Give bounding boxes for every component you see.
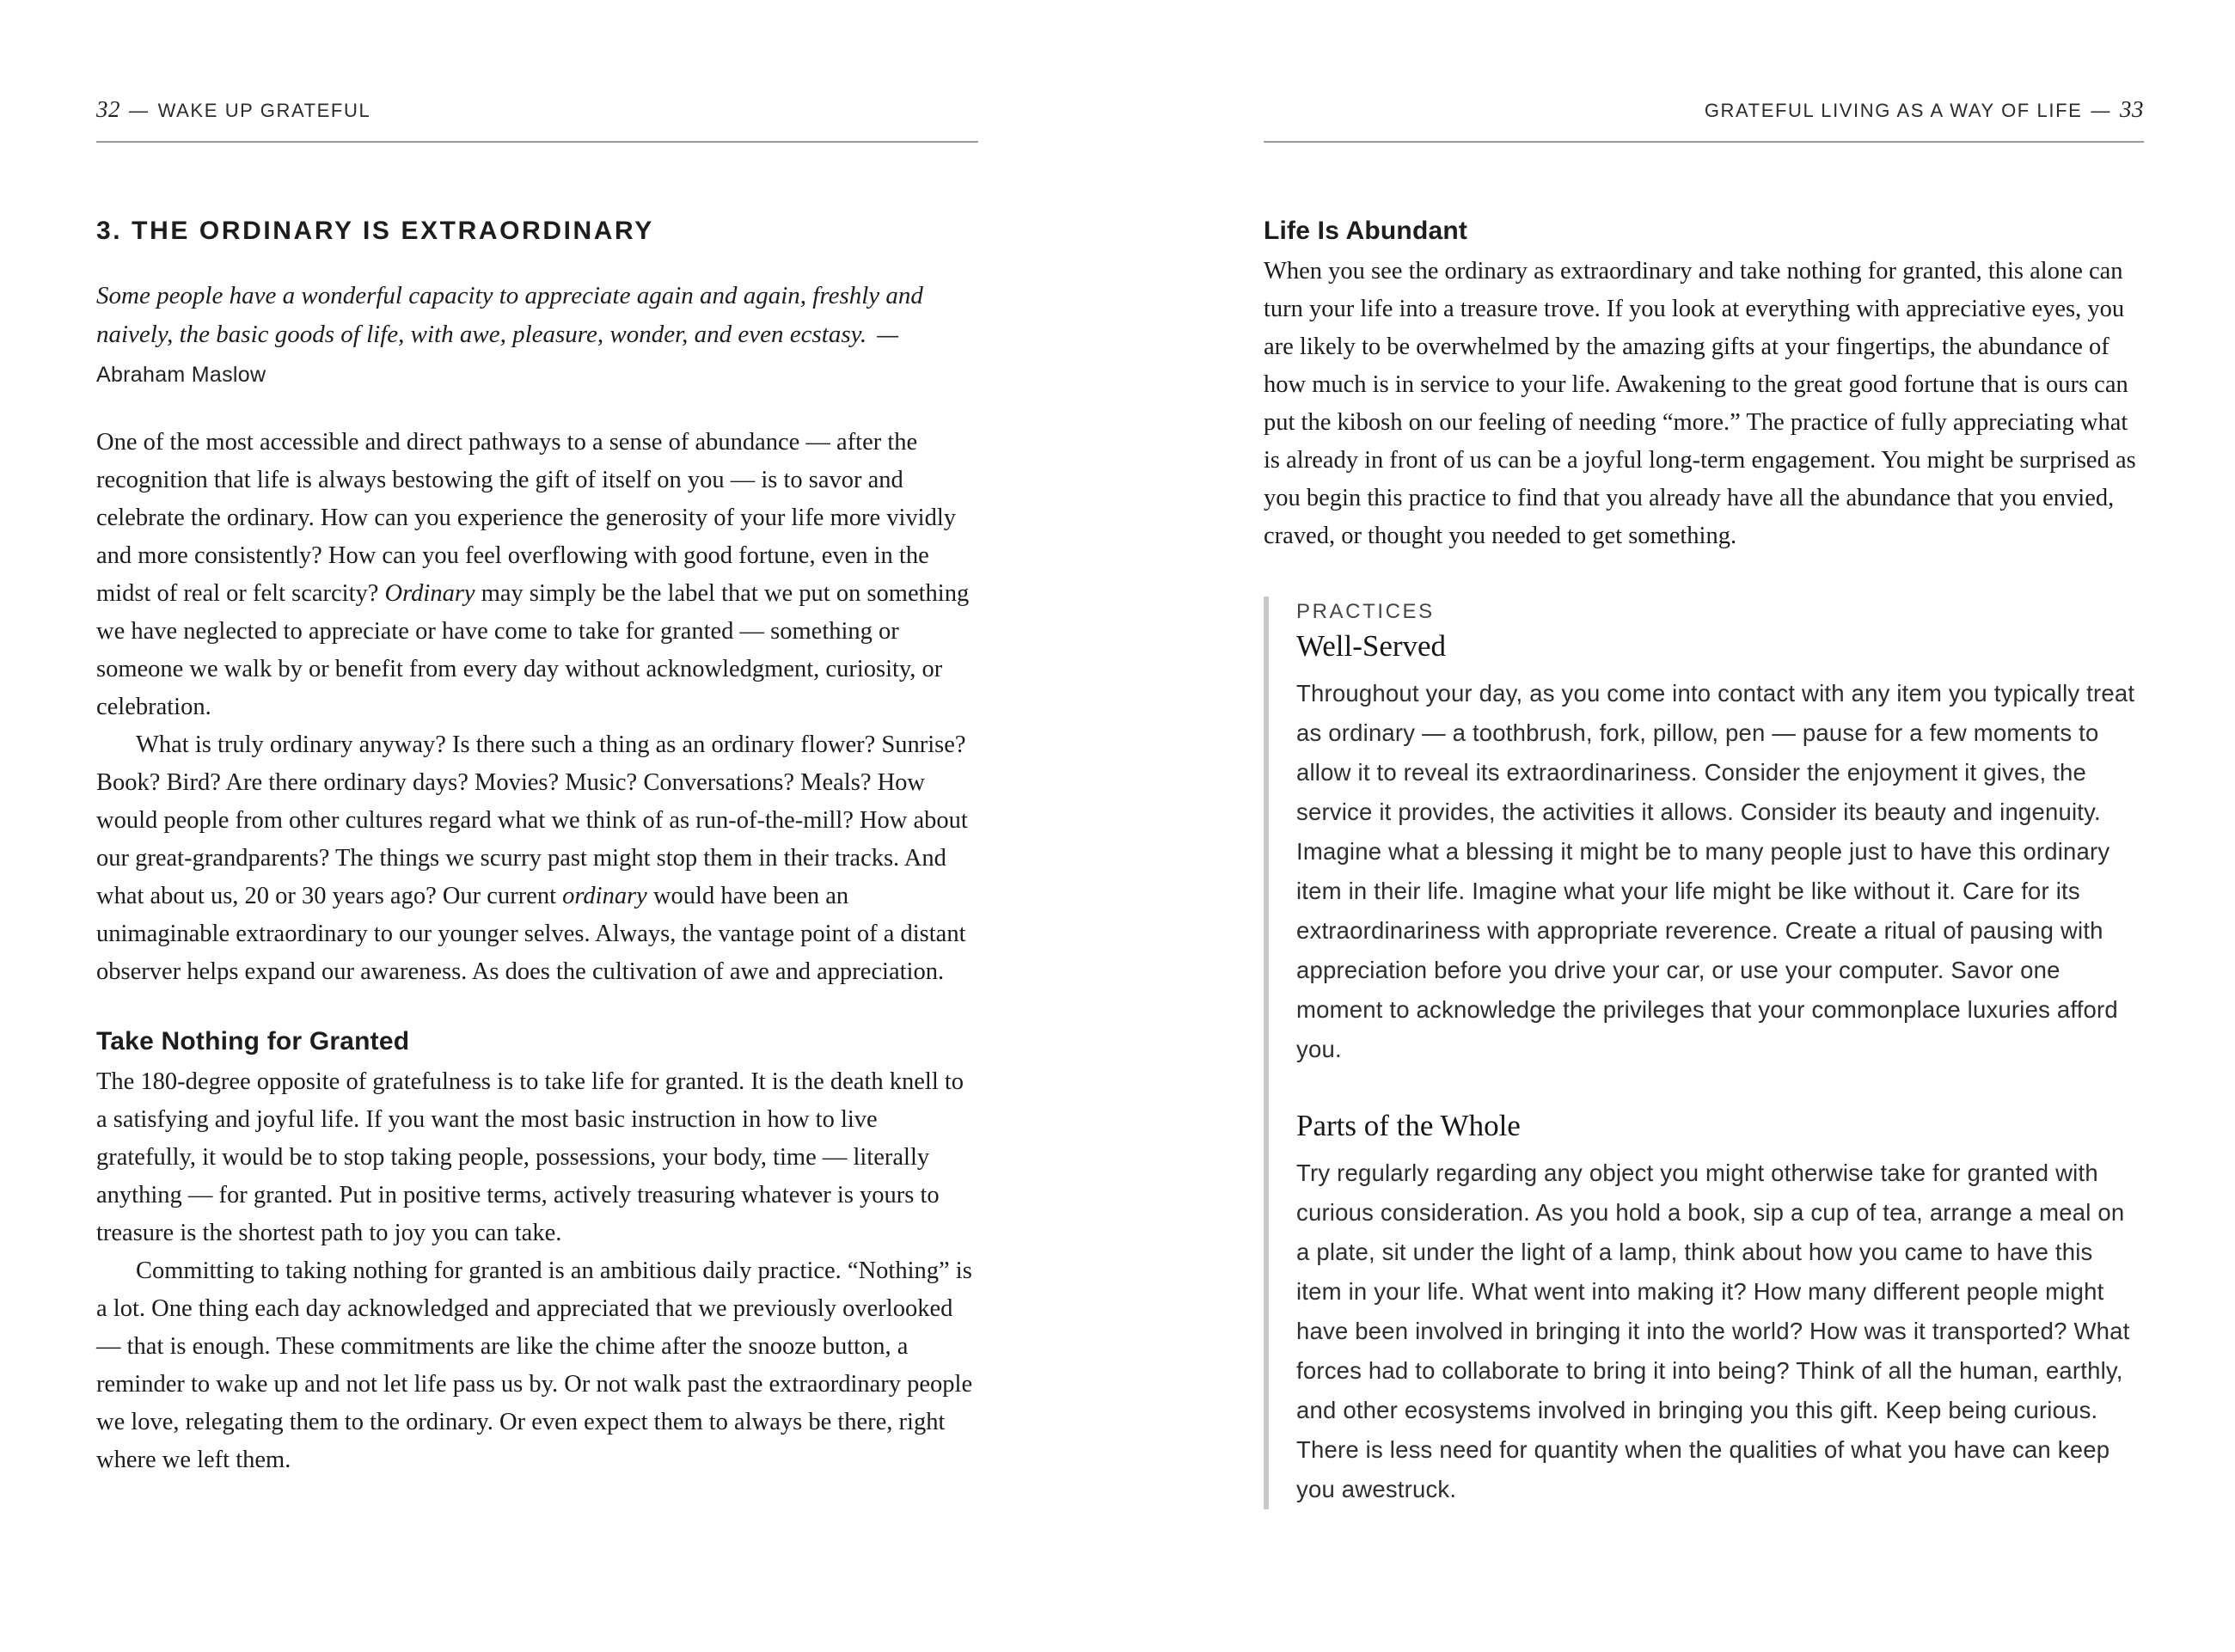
- epigraph-attribution: — Abraham Maslow: [96, 323, 899, 387]
- page-right: [1264, 0, 2144, 1509]
- practice-title-well-served: Well-Served: [1296, 629, 1447, 663]
- body-paragraph: Committing to taking nothing for granted is an ambitious daily practice. “Nothing” is a lot. One thing each day acknowledged and appreciated that we previously overlooked — that is enough. These commitments are like the chime after the snooze button, a reminder to wake up and not let life pass us by. Or not walk past the extraordinary people we love, relegating them to the ordinary. Or even expect them to always be there, right where we left them.: [96, 1257, 973, 1473]
- practice-title-parts-of-the-whole: Parts of the Whole: [1296, 1109, 1521, 1142]
- header-rule-left: [96, 141, 978, 143]
- practices-block: [1264, 597, 2144, 1509]
- page-number-left: 32: [96, 96, 120, 122]
- practice-body: Throughout your day, as you come into contact with any item you typically treat as ordinary — a toothbrush, fork, pillow, pen — pause for a few moments to allow it to reveal its extraordinariness. Consider the enjoyment it gives, the service it provides, the activities it allows. Consider its beauty and ingenuity. Imagine what a blessing it might be to many people just to have this ordinary item in their life. Imagine what your life might be like without it. Care for its extraordinariness with appropriate reverence. Create a ritual of pausing with appreciation before you drive your car, or use your computer. Savor one moment to acknowledge the privileges that your commonplace luxuries afford you.: [1296, 680, 2135, 1062]
- section-heading-life-is-abundant: Life Is Abundant: [1264, 217, 1468, 245]
- body-paragraph: When you see the ordinary as extraordinary and take nothing for granted, this alone can turn your life into a treasure trove. If you look at everything with appreciative eyes, you are likely to be overwhelmed by the amazing gifts at your fingertips, the abundance of how much is in service to your life. Awakening to the great good fortune that is ours can put the kibosh on our feeling of needing “more.” The practice of fully appreciating what is already in front of us can be a joyful long-term engagement. You might be surprised as you begin this practice to find that you already have all the abundance that you envied, craved, or thought you needed to get something.: [1264, 258, 2136, 549]
- running-head-right: [1264, 96, 2144, 122]
- body-paragraph: What is truly ordinary anyway? Is there such a thing as an ordinary flower? Sunrise? Book? Bird? Are there ordinary days? Movies? Music? Conversations? Meals? How would people from other cultures regard what we think of as run-of-the-mill? How about our great-grandparents? The things we scurry past might stop them in their tracks. And what about us, 20 or 30 years ago? Our current ordinary would have been an unimaginable extraordinary to our younger selves. Always, the vantage point of a distant observer helps expand our awareness. As does the cultivation of awe and appreciation.: [96, 731, 968, 985]
- epigraph-quote: Some people have a wonderful capacity to appreciate again and again, freshly and naively, the basic goods of life, with awe, pleasure, wonder, and even ecstasy.: [96, 282, 923, 348]
- running-head-left: [96, 96, 978, 122]
- header-rule-right: [1264, 141, 2144, 143]
- epigraph: [96, 277, 978, 395]
- chapter-heading: 3. THE ORDINARY IS EXTRAORDINARY: [96, 217, 654, 245]
- body-paragraph: The 180-degree opposite of gratefulness is to take life for granted. It is the death knell to a satisfying and joyful life. If you want the most basic instruction in how to live gratefully, it would be to stop taking people, possessions, your body, time — literally anything — for granted. Put in positive terms, actively treasuring whatever is yours to treasure is the shortest path to joy you can take.: [96, 1068, 964, 1246]
- page-number-right: 33: [2120, 96, 2144, 122]
- running-head-separator-right: —: [2091, 100, 2111, 121]
- section-heading-take-nothing-for-granted: Take Nothing for Granted: [96, 1027, 410, 1055]
- body-paragraph: One of the most accessible and direct pathways to a sense of abundance — after the recognition that life is always bestowing the gift of itself on you — is to savor and celebrate the ordinary. How can you experience the generosity of your life more vividly and more consistently? How can you feel overflowing with good fortune, even in the midst of real or felt scarcity? Ordinary may simply be the label that we put on something we have neglected to appreciate or have come to take for granted — something or someone we walk by or benefit from every day without acknowledgment, curiosity, or celebration.: [96, 429, 970, 720]
- practices-label: PRACTICES: [1296, 600, 1435, 623]
- running-title-right: GRATEFUL LIVING AS A WAY OF LIFE: [1704, 100, 2083, 121]
- page-left: [96, 0, 978, 1479]
- running-title-left: WAKE UP GRATEFUL: [157, 100, 371, 121]
- running-head-separator-left: —: [129, 100, 150, 121]
- practice-body: Try regularly regarding any object you might otherwise take for granted with curious consideration. As you hold a book, sip a cup of tea, arrange a meal on a plate, sit under the light of a lamp, think about how you came to have this item in your life. What went into making it? How many different people might have been involved in bringing it into the world? How was it transported? What forces had to collaborate to bring it into being? Think of all the human, earthly, and other ecosystems involved in bringing you this gift. Keep being curious. There is less need for quantity when the qualities of what you have can keep you awestruck.: [1296, 1159, 2130, 1502]
